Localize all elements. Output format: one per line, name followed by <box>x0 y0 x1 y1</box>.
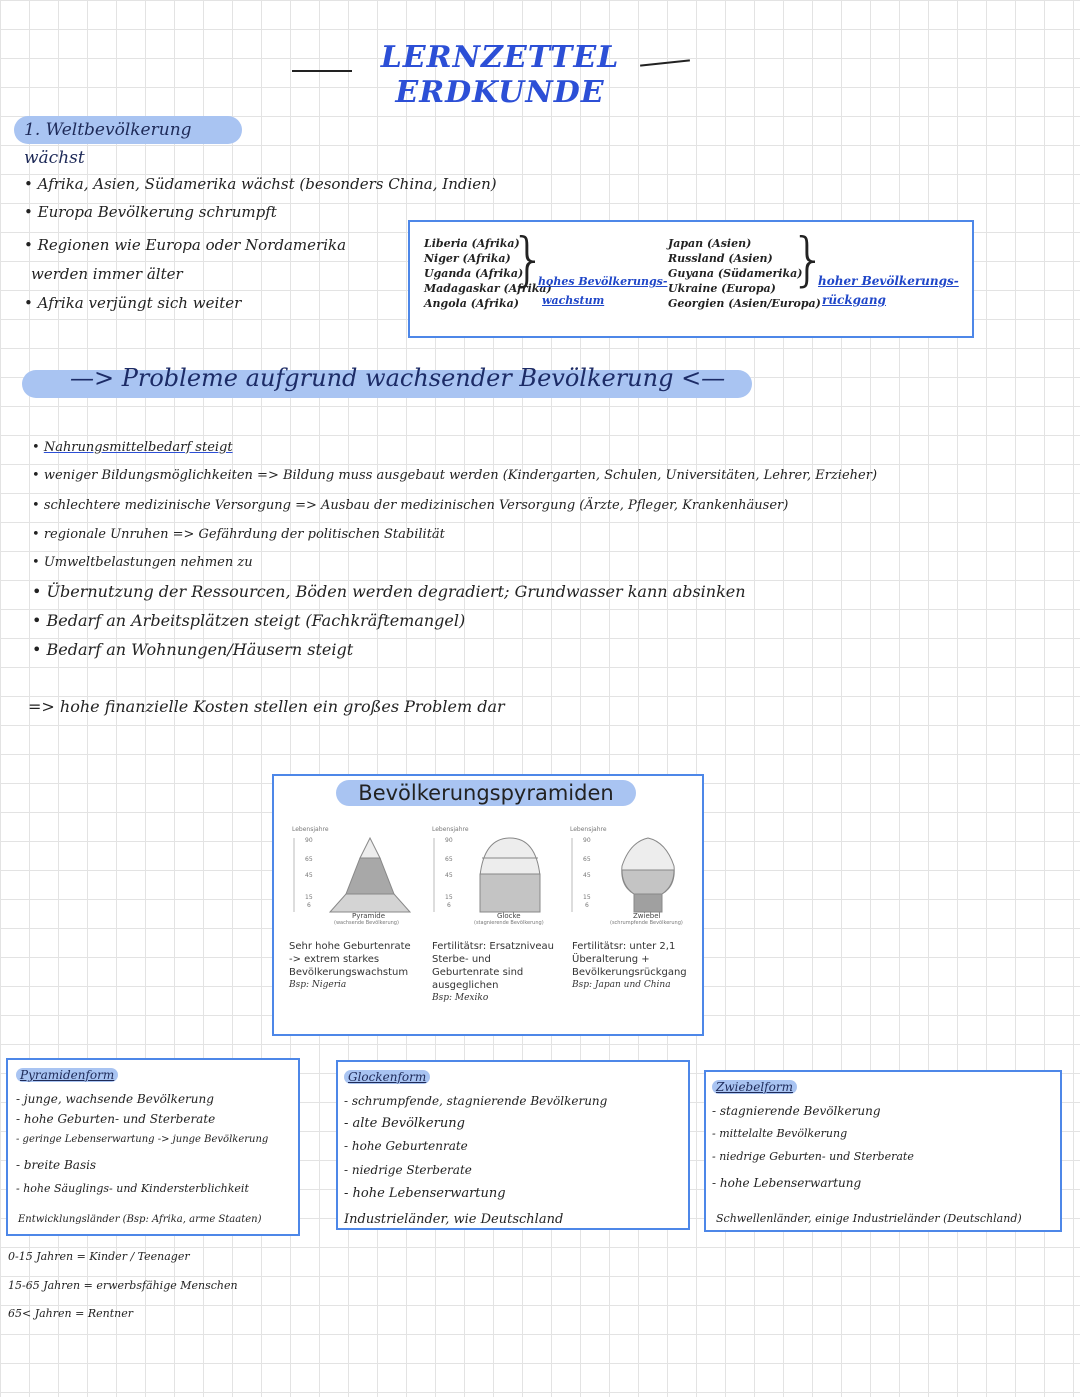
country-comparison-box <box>408 220 974 338</box>
axis-label: Lebensjahre <box>432 826 469 833</box>
tick-label: 15 <box>445 894 453 901</box>
country-item: Georgien (Asien/Europa) <box>668 297 821 310</box>
tick-label: 45 <box>583 872 591 879</box>
card-line: - mittelalte Bevölkerung <box>712 1127 848 1140</box>
pyramid-description: Sehr hohe Geburtenrate -> extrem starkes Bevölkerungswachstum Bsp: Nigeria <box>289 941 411 990</box>
card-line: - hohe Geburten- und Sterberate <box>16 1112 216 1126</box>
problem-item: • Bedarf an Arbeitsplätzen steigt (Fachkräftemangel) <box>32 611 466 630</box>
card-line: - stagnierende Bevölkerung <box>712 1104 881 1118</box>
axis-label: Lebensjahre <box>292 826 329 833</box>
country-item: Ukraine (Europa) <box>668 282 776 295</box>
growth-label-1: hohes Bevölkerungs- <box>538 275 668 288</box>
onion-middle-band <box>622 870 674 894</box>
problem-item: • Umweltbelastungen nehmen zu <box>32 555 253 570</box>
card-line: - schrumpfende, stagnierende Bevölkerung <box>344 1094 608 1108</box>
problem-item: • regionale Unruhen => Gefährdung der politischen Stabilität <box>32 527 445 542</box>
tick-label: 65 <box>305 856 313 863</box>
card-line: - hohe Säuglings- und Kindersterblichkeit <box>16 1182 249 1195</box>
problem-item: • Übernutzung der Ressourcen, Böden werden degradiert; Grundwasser kann absinken <box>32 582 746 601</box>
card-line: - niedrige Sterberate <box>344 1163 472 1177</box>
tick-label: 15 <box>583 894 591 901</box>
tick-label: 90 <box>445 837 453 844</box>
problem-item: • weniger Bildungsmöglichkeiten => Bildung muss ausgebaut werden (Kindergarten, Schulen, Universitäten, Lehrer, Erzieher) <box>32 468 878 483</box>
card-line: - alte Bevölkerung <box>344 1116 465 1131</box>
tick-label: 45 <box>445 872 453 879</box>
shape-name: Zwiebel <box>633 912 661 920</box>
pyramid-middle-band <box>346 858 394 894</box>
country-item: Angola (Afrika) <box>424 297 519 310</box>
problems-conclusion: => hohe finanzielle Kosten stellen ein großes Problem dar <box>28 697 505 716</box>
decline-label-2: rückgang <box>822 293 886 307</box>
card-line: - hohe Lebenserwartung <box>712 1176 862 1190</box>
card-line: - hohe Geburtenrate <box>344 1139 468 1153</box>
bell-shape-chart <box>430 836 560 926</box>
tick-label: 15 <box>305 894 313 901</box>
shape-sub: (stagnierende Bevölkerung) <box>474 920 544 926</box>
card-line: - hohe Lebenserwartung <box>344 1186 506 1201</box>
card-onion-form <box>704 1070 1062 1232</box>
problem-item: • Bedarf an Wohnungen/Häusern steigt <box>32 640 354 659</box>
bell-description: Fertilitätsr: Ersatzniveau Sterbe- und Geburtenrate sind ausgeglichen Bsp: Mexiko <box>432 941 554 1003</box>
card-line: - breite Basis <box>16 1158 97 1172</box>
card-line: - geringe Lebenserwartung -> junge Bevölkerung <box>16 1134 269 1145</box>
pyramid-base-band <box>330 894 410 912</box>
decline-label-1: hoher Bevölkerungs- <box>818 274 959 288</box>
card-footer: Entwicklungsländer (Bsp: Afrika, arme Staaten) <box>18 1214 262 1225</box>
card-line: - junge, wachsende Bevölkerung <box>16 1092 214 1106</box>
tick-label: 90 <box>305 837 313 844</box>
growth-label-2: wachstum <box>542 294 605 307</box>
age-group: 65< Jahren = Rentner <box>8 1307 133 1320</box>
country-item: Japan (Asien) <box>668 237 752 250</box>
card-title: Pyramidenform <box>16 1068 118 1082</box>
tick-label: 90 <box>583 837 591 844</box>
card-title: Zwiebelform <box>712 1080 797 1094</box>
card-line: - niedrige Geburten- und Sterberate <box>712 1150 914 1163</box>
page-title: LERNZETTEL ERDKUNDE <box>380 40 620 110</box>
shape-name: Pyramide <box>352 912 386 920</box>
card-footer: Schwellenländer, einige Industrieländer (Deutschland) <box>716 1212 1022 1225</box>
tick-label: 6 <box>585 902 589 909</box>
tick-label: 45 <box>305 872 313 879</box>
bullet-europe-shrinks: • Europa Bevölkerung schrumpft <box>24 203 277 221</box>
country-item: Niger (Afrika) <box>424 252 511 265</box>
shape-sub: (wachsende Bevölkerung) <box>334 920 399 926</box>
country-item: Liberia (Afrika) <box>424 237 520 250</box>
country-item: Madagaskar (Afrika) <box>424 282 552 295</box>
bullet-growth-regions: • Afrika, Asien, Südamerika wächst (besonders China, Indien) <box>24 175 497 193</box>
bullet-africa-younger: • Afrika verjüngt sich weiter <box>24 294 242 312</box>
tick-label: 6 <box>447 902 451 909</box>
bullet-regions-aging-2: werden immer älter <box>31 265 183 283</box>
onion-bottom-band <box>634 894 662 912</box>
bell-bottom-band <box>480 874 540 912</box>
pyramid-top-band <box>360 838 380 858</box>
age-group: 15-65 Jahren = erwerbsfähige Menschen <box>8 1279 238 1292</box>
age-group: 0-15 Jahren = Kinder / Teenager <box>8 1250 190 1263</box>
shape-sub: (schrumpfende Bevölkerung) <box>610 920 683 926</box>
onion-description: Fertilitätsr: unter 2,1 Überalterung + Bevölkerungsrückgang Bsp: Japan und China <box>572 941 687 990</box>
card-title: Glockenform <box>344 1070 430 1084</box>
problems-heading: —> Probleme aufgrund wachsender Bevölkerung <— <box>70 364 726 392</box>
shape-name: Glocke <box>497 912 521 920</box>
problem-item: • schlechtere medizinische Versorgung => Ausbau der medizinischen Versorgung (Ärzte, Pfleger, Krankenhäuser) <box>32 498 789 513</box>
pyramids-title: Bevölkerungspyramiden <box>336 780 636 806</box>
card-bell-form <box>336 1060 690 1230</box>
brace-decline: } <box>790 225 827 293</box>
country-item: Guyana (Südamerika) <box>668 267 803 280</box>
problem-item: • Nahrungsmittelbedarf steigt <box>32 440 233 455</box>
card-footer: Industrieländer, wie Deutschland <box>344 1212 564 1227</box>
bullet-regions-aging-1: • Regionen wie Europa oder Nordamerika <box>24 236 347 254</box>
country-item: Russland (Asien) <box>668 252 773 265</box>
brace-growth: } <box>510 225 547 293</box>
tick-label: 65 <box>445 856 453 863</box>
country-item: Uganda (Afrika) <box>424 267 524 280</box>
axis-label: Lebensjahre <box>570 826 607 833</box>
tick-label: 65 <box>583 856 591 863</box>
section-heading-world-population: 1. Weltbevölkerung wächst <box>14 116 242 144</box>
tick-label: 6 <box>307 902 311 909</box>
card-pyramid-form <box>6 1058 300 1236</box>
